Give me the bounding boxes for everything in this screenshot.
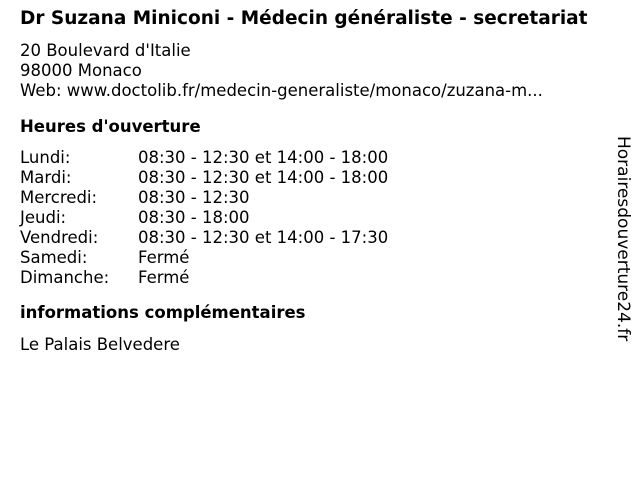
hours-row-wednesday <box>20 188 602 208</box>
opening-hours-table <box>20 148 602 288</box>
time-value: Fermé <box>138 268 190 287</box>
time-value: Fermé <box>138 248 190 267</box>
hours-row-friday <box>20 228 602 248</box>
time-value: 08:30 - 12:30 et 14:00 - 18:00 <box>138 148 389 167</box>
hours-row-tuesday <box>20 168 602 188</box>
city-address: 98000 Monaco <box>20 61 142 80</box>
hours-row-saturday <box>20 248 602 268</box>
extra-info-text: Le Palais Belvedere <box>20 335 180 354</box>
extra-info-heading: informations complémentaires <box>20 303 306 322</box>
business-info-card <box>20 8 602 355</box>
address-block <box>20 41 602 101</box>
time-value: 08:30 - 12:30 <box>138 188 250 207</box>
website-link[interactable]: Web: www.doctolib.fr/medecin-generaliste/monaco/zuzana-m... <box>20 81 543 100</box>
hours-row-monday <box>20 148 602 168</box>
day-label: Samedi: <box>20 248 88 267</box>
day-label: Dimanche: <box>20 268 110 287</box>
day-label: Mercredi: <box>20 188 98 207</box>
hours-heading: Heures d'ouverture <box>20 117 201 136</box>
day-label: Mardi: <box>20 168 72 187</box>
time-value: 08:30 - 18:00 <box>138 208 250 227</box>
day-label: Vendredi: <box>20 228 99 247</box>
day-label: Jeudi: <box>20 208 67 227</box>
site-watermark: Horairesdouverture24.fr <box>613 136 633 342</box>
street-address: 20 Boulevard d'Italie <box>20 41 191 60</box>
hours-row-thursday <box>20 208 602 228</box>
day-label: Lundi: <box>20 148 71 167</box>
hours-row-sunday <box>20 268 602 288</box>
page-title: Dr Suzana Miniconi - Médecin généraliste - secretariat <box>20 8 588 29</box>
time-value: 08:30 - 12:30 et 14:00 - 17:30 <box>138 228 389 247</box>
time-value: 08:30 - 12:30 et 14:00 - 18:00 <box>138 168 389 187</box>
